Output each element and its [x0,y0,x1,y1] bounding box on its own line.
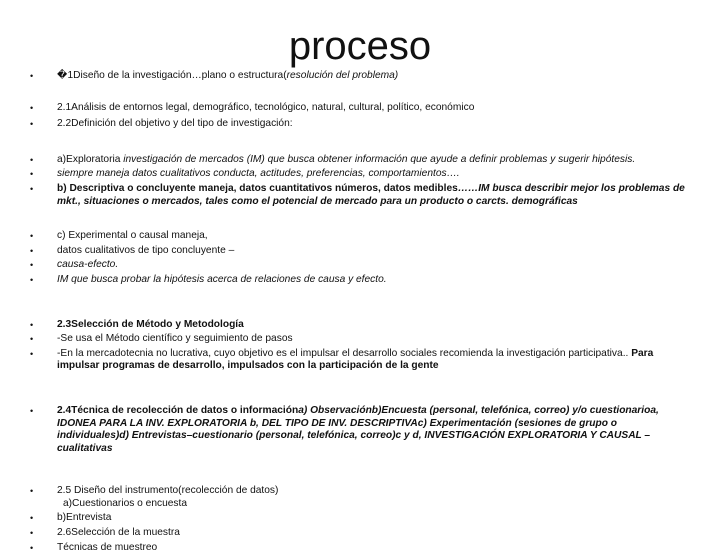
bullet-group-instrumento [30,485,690,554]
bullet-icon: • [30,274,34,285]
list-item [30,485,690,498]
bullet-icon: • [30,528,34,539]
bullet-icon: • [30,513,34,524]
list-item [30,70,690,83]
item-text: datos cualitativos de tipo concluyente – [57,244,235,256]
bullet-icon: • [30,486,34,497]
bullet-group-2-1 [30,102,690,131]
bullet-group-tecnica [30,405,690,455]
list-item [30,319,690,332]
item-text-bold-italic: ……IM busca describir mejor los problemas de mkt., situaciones o mercados, tales como el potencial de mercado para un producto o carcts. demográficas [57,182,685,207]
item-text: a)Exploratoria [57,153,121,165]
item-text: a)Cuestionarios o encuesta [63,497,188,509]
bullet-icon: • [30,154,34,165]
list-item [30,183,690,208]
bullet-group-experimental [30,230,690,286]
item-text: 2.2Definición del objetivo y del tipo de investigación: [57,118,293,130]
item-text-bold: 2.4Técnica de recolección de datos o información [57,404,299,416]
list-item [30,405,690,455]
list-item [30,274,690,287]
item-text: 2.1Análisis de entornos legal, demográfico, tecnológico, natural, cultural, político, económico [57,101,475,113]
bullet-icon: • [30,542,34,553]
item-text: Diseño de la investigación…plano o estructura( [73,70,287,81]
item-text: -En la mercadotecnia no lucrativa, cuyo objetivo es el impulsar el desarrollo sociales recomienda la investigación participativa.. [57,347,629,359]
item-text-italic: causa-efecto. [57,259,119,271]
item-text-bold: Para impulsar programas de desarrollo, impulsados con la participación de la gente [57,347,654,372]
item-text-italic: investigación de mercados (IM) que busca obtener información que ayude a definir problemas y sugerir hipótesis. [120,153,636,165]
list-item [30,348,690,373]
bullet-icon: • [30,119,34,130]
item-text: c) Experimental o causal maneja, [57,230,208,242]
item-text-italic: IM que busca probar la hipótesis acerca de relaciones de causa y efecto. [57,273,387,285]
item-text: 2.5 Diseño del instrumento(recolección de datos) [57,485,279,497]
list-item [30,333,690,346]
list-item [30,527,690,540]
bullet-icon: • [30,102,34,113]
bullet-icon: • [30,405,34,416]
item-number: �1 [57,70,74,81]
item-text-italic: resolución del problema) [286,70,399,81]
item-text: Técnicas de muestreo [57,541,158,553]
bullet-group-diseno [30,70,690,83]
item-text-bold: 2.3Selección de Método y Metodología [57,318,244,330]
slide-title: proceso [288,24,432,68]
item-text: b)Entrevista [57,512,112,524]
bullet-icon: • [30,169,34,180]
list-item [30,118,690,131]
bullet-icon: • [30,71,34,81]
bullet-icon: • [30,260,34,271]
list-item [30,498,690,511]
list-item [30,154,690,167]
bullet-icon: • [30,334,34,345]
list-item [30,102,690,115]
list-item [30,168,690,181]
item-text-italic: siempre maneja datos cualitativos conducta, actitudes, preferencias, comportamientos…. [57,168,460,180]
bullet-icon: • [30,319,34,330]
bullet-group-metodo [30,319,690,373]
bullet-icon: • [30,231,34,242]
item-text: 2.6Selección de la muestra [57,527,180,539]
item-text-bold-italic: a) Observaciónb)Encuesta (personal, telefónica, correo) y/o cuestionarioa, IDONEA PARA LA INV. EXPLORATORIA b, DEL TIPO DE INV. DESCRIPTIVAc) Experimentación (sesiones de grupo o individuales)d) Entrevistas–cuestionario (personal, telefónica, correo)c y d, INVESTIGACIÓN EXPLORATORIA Y CAUSAL – cualitativas [57,404,659,454]
bullet-icon: • [30,183,34,194]
list-item [30,259,690,272]
bullet-icon: • [30,245,34,256]
bullet-icon: • [30,348,34,359]
list-item [30,230,690,243]
slide-body [30,70,690,553]
list-item [30,512,690,525]
bullet-group-exploratoria [30,154,690,208]
list-item [30,245,690,258]
list-item [30,542,690,554]
item-text: -Se usa el Método científico y seguimiento de pasos [57,333,293,345]
item-text-bold: b) Descriptiva o concluyente maneja, datos cuantitativos números, datos medibles [57,182,458,194]
